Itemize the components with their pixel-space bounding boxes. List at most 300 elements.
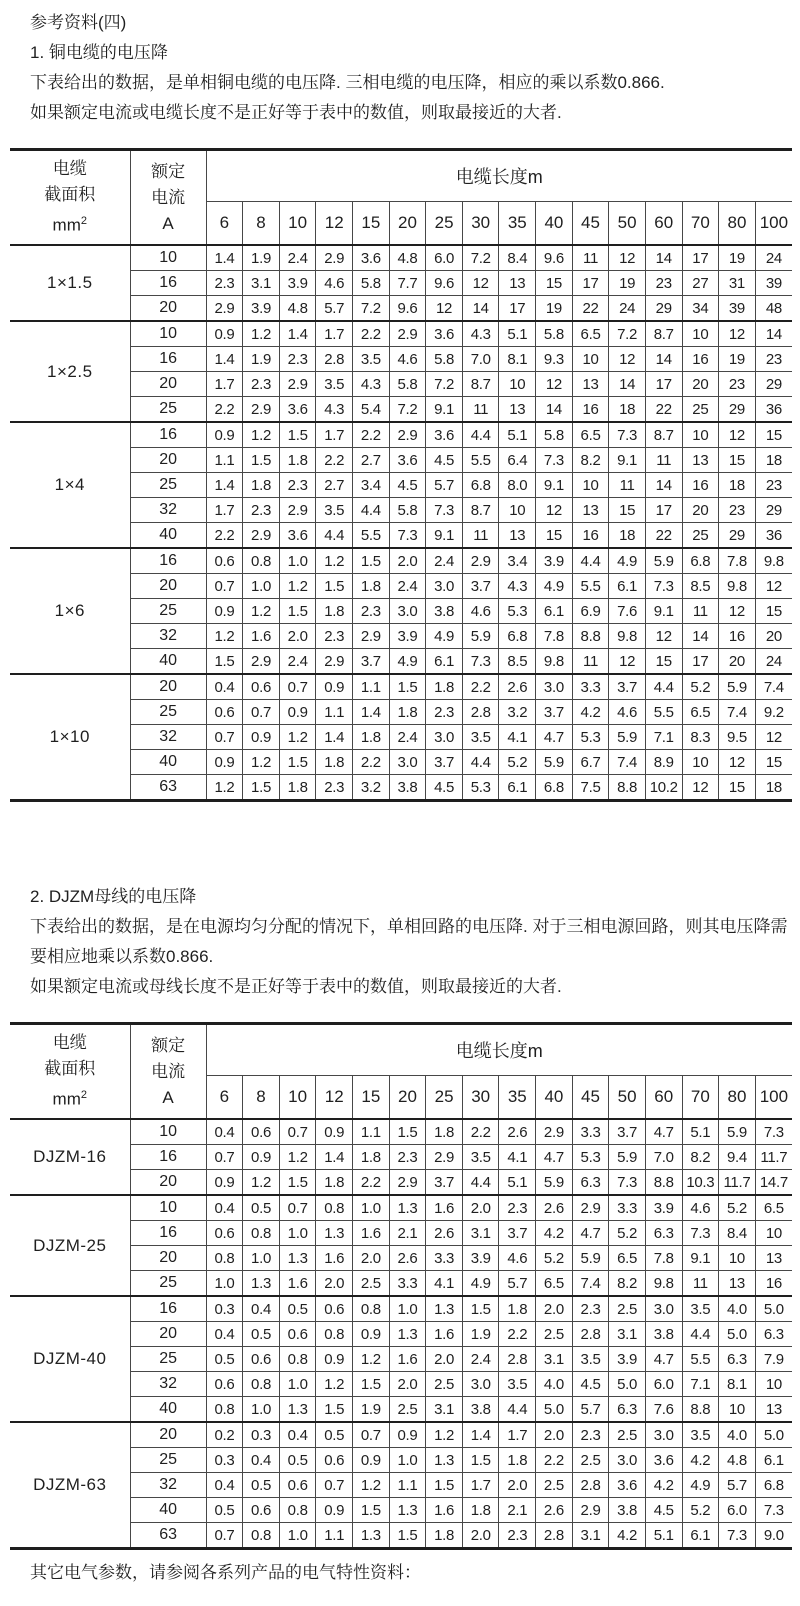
voltage-drop-cell: 5.0 bbox=[755, 1296, 792, 1322]
voltage-drop-cell: 1.2 bbox=[243, 750, 280, 775]
voltage-drop-cell: 10 bbox=[682, 750, 719, 775]
voltage-drop-cell: 2.4 bbox=[389, 574, 426, 599]
voltage-drop-cell: 1.5 bbox=[353, 548, 390, 574]
voltage-drop-cell: 2.9 bbox=[536, 1119, 573, 1145]
voltage-drop-cell: 3.5 bbox=[572, 1347, 609, 1372]
voltage-drop-cell: 2.4 bbox=[279, 649, 316, 675]
voltage-drop-cell: 2.5 bbox=[536, 1322, 573, 1347]
voltage-drop-cell: 1.0 bbox=[243, 574, 280, 599]
voltage-drop-cell: 2.8 bbox=[572, 1322, 609, 1347]
voltage-drop-cell: 3.5 bbox=[462, 725, 499, 750]
voltage-drop-cell: 2.9 bbox=[243, 523, 280, 549]
voltage-drop-cell: 2.6 bbox=[499, 1119, 536, 1145]
voltage-drop-cell: 0.6 bbox=[316, 1448, 353, 1473]
voltage-drop-cell: 9.4 bbox=[719, 1145, 756, 1170]
voltage-drop-cell: 11.7 bbox=[719, 1170, 756, 1196]
length-column-header: 60 bbox=[645, 202, 682, 246]
voltage-drop-cell: 3.1 bbox=[243, 271, 280, 296]
voltage-drop-cell: 0.7 bbox=[206, 1145, 243, 1170]
voltage-drop-cell: 4.5 bbox=[389, 473, 426, 498]
voltage-drop-cell: 5.1 bbox=[499, 321, 536, 347]
voltage-drop-cell: 1.3 bbox=[389, 1195, 426, 1221]
voltage-drop-cell: 29 bbox=[645, 296, 682, 322]
rated-current-cell: 20 bbox=[130, 296, 206, 322]
voltage-drop-cell: 2.0 bbox=[536, 1296, 573, 1322]
voltage-drop-cell: 0.7 bbox=[353, 1422, 390, 1448]
voltage-drop-cell: 0.8 bbox=[243, 548, 280, 574]
voltage-drop-cell: 9.3 bbox=[536, 347, 573, 372]
voltage-drop-cell: 16 bbox=[755, 1271, 792, 1297]
voltage-drop-cell: 3.3 bbox=[572, 1119, 609, 1145]
voltage-drop-cell: 3.6 bbox=[645, 1448, 682, 1473]
voltage-drop-cell: 9.0 bbox=[755, 1523, 792, 1549]
section1-paragraph-2: 如果额定电流或电缆长度不是正好等于表中的数值，则取最接近的大者. bbox=[30, 103, 562, 122]
voltage-drop-cell: 4.6 bbox=[316, 271, 353, 296]
voltage-drop-cell: 4.7 bbox=[572, 1221, 609, 1246]
voltage-drop-cell: 1.5 bbox=[279, 599, 316, 624]
voltage-drop-cell: 4.2 bbox=[572, 700, 609, 725]
voltage-drop-cell: 6.0 bbox=[719, 1498, 756, 1523]
voltage-drop-cell: 9.8 bbox=[645, 1271, 682, 1297]
voltage-drop-cell: 5.9 bbox=[645, 548, 682, 574]
voltage-drop-cell: 9.1 bbox=[536, 473, 573, 498]
voltage-drop-cell: 12 bbox=[609, 245, 646, 271]
voltage-drop-cell: 1.7 bbox=[316, 321, 353, 347]
voltage-drop-cell: 0.5 bbox=[206, 1498, 243, 1523]
voltage-drop-cell: 4.5 bbox=[572, 1372, 609, 1397]
voltage-drop-cell: 8.8 bbox=[682, 1397, 719, 1423]
voltage-drop-cell: 2.4 bbox=[389, 725, 426, 750]
voltage-drop-cell: 2.5 bbox=[353, 1271, 390, 1297]
voltage-drop-cell: 1.8 bbox=[353, 1145, 390, 1170]
voltage-drop-cell: 4.2 bbox=[682, 1448, 719, 1473]
voltage-drop-cell: 4.7 bbox=[645, 1347, 682, 1372]
voltage-drop-cell: 8.4 bbox=[499, 245, 536, 271]
length-column-header: 30 bbox=[462, 202, 499, 246]
voltage-drop-cell: 5.1 bbox=[499, 1170, 536, 1196]
voltage-drop-cell: 8.5 bbox=[682, 574, 719, 599]
voltage-drop-cell: 1.7 bbox=[499, 1422, 536, 1448]
rated-current-cell: 16 bbox=[130, 1296, 206, 1322]
voltage-drop-cell: 5.8 bbox=[389, 498, 426, 523]
voltage-drop-cell: 1.7 bbox=[462, 1473, 499, 1498]
voltage-drop-cell: 0.5 bbox=[243, 1473, 280, 1498]
voltage-drop-cell: 2.3 bbox=[206, 271, 243, 296]
voltage-drop-cell: 7.3 bbox=[755, 1498, 792, 1523]
voltage-drop-cell: 4.8 bbox=[389, 245, 426, 271]
voltage-drop-cell: 7.2 bbox=[609, 321, 646, 347]
voltage-drop-cell: 9.1 bbox=[682, 1246, 719, 1271]
voltage-drop-cell: 9.8 bbox=[609, 624, 646, 649]
voltage-drop-cell: 0.4 bbox=[206, 674, 243, 700]
cross-section-label: 1×1.5 bbox=[10, 245, 130, 321]
voltage-drop-cell: 17 bbox=[682, 245, 719, 271]
voltage-drop-cell: 4.4 bbox=[499, 1397, 536, 1423]
voltage-drop-cell: 13 bbox=[572, 498, 609, 523]
voltage-drop-cell: 1.2 bbox=[243, 1170, 280, 1196]
voltage-drop-cell: 4.3 bbox=[499, 574, 536, 599]
voltage-drop-cell: 1.6 bbox=[279, 1271, 316, 1297]
voltage-drop-cell: 1.3 bbox=[353, 1523, 390, 1549]
table-row bbox=[10, 1195, 792, 1221]
voltage-drop-cell: 4.7 bbox=[536, 725, 573, 750]
voltage-drop-cell: 2.5 bbox=[609, 1422, 646, 1448]
voltage-drop-cell: 5.0 bbox=[755, 1422, 792, 1448]
voltage-drop-cell: 2.2 bbox=[536, 1448, 573, 1473]
voltage-drop-cell: 9.6 bbox=[536, 245, 573, 271]
voltage-drop-cell: 15 bbox=[645, 649, 682, 675]
length-column-header: 60 bbox=[645, 1076, 682, 1120]
voltage-drop-cell: 0.9 bbox=[206, 321, 243, 347]
voltage-drop-cell: 3.9 bbox=[279, 271, 316, 296]
voltage-drop-cell: 1.8 bbox=[279, 448, 316, 473]
voltage-drop-cell: 0.9 bbox=[316, 1347, 353, 1372]
voltage-drop-cell: 2.9 bbox=[389, 321, 426, 347]
table-header-row bbox=[10, 150, 792, 202]
voltage-drop-cell: 0.9 bbox=[316, 1498, 353, 1523]
voltage-drop-cell: 5.5 bbox=[462, 448, 499, 473]
voltage-drop-cell: 36 bbox=[755, 523, 792, 549]
voltage-drop-cell: 1.6 bbox=[389, 1347, 426, 1372]
voltage-drop-cell: 7.1 bbox=[682, 1372, 719, 1397]
voltage-drop-cell: 3.8 bbox=[426, 599, 463, 624]
voltage-drop-cell: 2.9 bbox=[243, 397, 280, 423]
djzm-busbar-voltage-drop-table bbox=[10, 1022, 792, 1550]
voltage-drop-cell: 1.3 bbox=[243, 1271, 280, 1297]
voltage-drop-cell: 12 bbox=[755, 574, 792, 599]
voltage-drop-cell: 7.3 bbox=[609, 1170, 646, 1196]
rated-current-cell: 25 bbox=[130, 700, 206, 725]
voltage-drop-cell: 11 bbox=[609, 473, 646, 498]
voltage-drop-cell: 2.4 bbox=[426, 548, 463, 574]
voltage-drop-cell: 16 bbox=[572, 523, 609, 549]
voltage-drop-cell: 34 bbox=[682, 296, 719, 322]
voltage-drop-cell: 6.1 bbox=[499, 775, 536, 801]
voltage-drop-cell: 5.9 bbox=[609, 1145, 646, 1170]
voltage-drop-cell: 15 bbox=[755, 422, 792, 448]
voltage-drop-cell: 10 bbox=[499, 498, 536, 523]
voltage-drop-cell: 9.8 bbox=[755, 548, 792, 574]
voltage-drop-cell: 3.4 bbox=[499, 548, 536, 574]
voltage-drop-cell: 14 bbox=[645, 245, 682, 271]
voltage-drop-cell: 7.4 bbox=[609, 750, 646, 775]
voltage-drop-cell: 7.3 bbox=[609, 422, 646, 448]
voltage-drop-cell: 11 bbox=[682, 1271, 719, 1297]
voltage-drop-cell: 1.9 bbox=[462, 1322, 499, 1347]
voltage-drop-cell: 0.8 bbox=[279, 1498, 316, 1523]
voltage-drop-cell: 0.7 bbox=[279, 1195, 316, 1221]
voltage-drop-cell: 4.6 bbox=[499, 1246, 536, 1271]
cross-section-label: 1×4 bbox=[10, 422, 130, 548]
voltage-drop-cell: 12 bbox=[462, 271, 499, 296]
voltage-drop-cell: 0.6 bbox=[243, 674, 280, 700]
voltage-drop-cell: 3.1 bbox=[536, 1347, 573, 1372]
voltage-drop-cell: 9.6 bbox=[389, 296, 426, 322]
length-column-header: 8 bbox=[243, 202, 280, 246]
voltage-drop-cell: 1.9 bbox=[243, 347, 280, 372]
voltage-drop-cell: 2.1 bbox=[499, 1498, 536, 1523]
voltage-drop-cell: 2.9 bbox=[243, 649, 280, 675]
rated-current-cell: 32 bbox=[130, 1372, 206, 1397]
voltage-drop-cell: 2.7 bbox=[353, 448, 390, 473]
voltage-drop-cell: 29 bbox=[755, 372, 792, 397]
voltage-drop-cell: 1.3 bbox=[279, 1246, 316, 1271]
voltage-drop-cell: 3.6 bbox=[426, 422, 463, 448]
voltage-drop-cell: 5.7 bbox=[572, 1397, 609, 1423]
voltage-drop-cell: 0.8 bbox=[243, 1221, 280, 1246]
voltage-drop-cell: 0.9 bbox=[243, 1145, 280, 1170]
rated-current-cell: 40 bbox=[130, 649, 206, 675]
voltage-drop-cell: 5.2 bbox=[536, 1246, 573, 1271]
voltage-drop-cell: 11 bbox=[682, 599, 719, 624]
length-column-header: 80 bbox=[719, 1076, 756, 1120]
length-column-header: 100 bbox=[755, 1076, 792, 1120]
voltage-drop-cell: 1.5 bbox=[316, 1397, 353, 1423]
voltage-drop-cell: 7.2 bbox=[389, 397, 426, 423]
voltage-drop-cell: 1.5 bbox=[426, 1473, 463, 1498]
voltage-drop-cell: 1.9 bbox=[353, 1397, 390, 1423]
voltage-drop-cell: 3.9 bbox=[462, 1246, 499, 1271]
voltage-drop-cell: 5.1 bbox=[645, 1523, 682, 1549]
voltage-drop-cell: 16 bbox=[572, 397, 609, 423]
voltage-drop-cell: 4.2 bbox=[536, 1221, 573, 1246]
voltage-drop-cell: 7.3 bbox=[719, 1523, 756, 1549]
voltage-drop-cell: 1.1 bbox=[353, 1119, 390, 1145]
voltage-drop-cell: 31 bbox=[719, 271, 756, 296]
voltage-drop-cell: 8.8 bbox=[572, 624, 609, 649]
voltage-drop-cell: 1.0 bbox=[279, 1523, 316, 1549]
section1-paragraph-1: 下表给出的数据，是单相铜电缆的电压降. 三相电缆的电压降，相应的乘以系数0.866. bbox=[30, 73, 665, 92]
voltage-drop-cell: 7.6 bbox=[645, 1397, 682, 1423]
voltage-drop-cell: 17 bbox=[645, 498, 682, 523]
voltage-drop-cell: 2.9 bbox=[279, 498, 316, 523]
voltage-drop-cell: 4.4 bbox=[353, 498, 390, 523]
voltage-drop-cell: 3.3 bbox=[572, 674, 609, 700]
voltage-drop-cell: 4.9 bbox=[609, 548, 646, 574]
voltage-drop-cell: 14 bbox=[462, 296, 499, 322]
voltage-drop-cell: 10 bbox=[499, 372, 536, 397]
voltage-drop-cell: 0.4 bbox=[243, 1448, 280, 1473]
length-column-header: 40 bbox=[536, 1076, 573, 1120]
table-row bbox=[10, 548, 792, 574]
voltage-drop-cell: 2.3 bbox=[572, 1422, 609, 1448]
voltage-drop-cell: 3.9 bbox=[243, 296, 280, 322]
voltage-drop-cell: 19 bbox=[719, 347, 756, 372]
voltage-drop-cell: 1.5 bbox=[389, 1523, 426, 1549]
voltage-drop-cell: 2.2 bbox=[462, 1119, 499, 1145]
voltage-drop-cell: 1.2 bbox=[206, 624, 243, 649]
length-column-header: 25 bbox=[426, 202, 463, 246]
voltage-drop-cell: 12 bbox=[755, 725, 792, 750]
col-header-cross-section: 电缆 截面积 $mm^2$ bbox=[10, 1024, 130, 1120]
voltage-drop-cell: 4.3 bbox=[316, 397, 353, 423]
rated-current-cell: 16 bbox=[130, 347, 206, 372]
voltage-drop-cell: 6.4 bbox=[499, 448, 536, 473]
voltage-drop-cell: 3.7 bbox=[536, 700, 573, 725]
voltage-drop-cell: 4.2 bbox=[645, 1473, 682, 1498]
voltage-drop-cell: 4.9 bbox=[426, 624, 463, 649]
voltage-drop-cell: 2.5 bbox=[389, 1397, 426, 1423]
voltage-drop-cell: 0.7 bbox=[279, 674, 316, 700]
section1-heading: 1. 铜电缆的电压降 bbox=[30, 43, 168, 62]
voltage-drop-cell: 2.6 bbox=[536, 1195, 573, 1221]
voltage-drop-cell: 1.6 bbox=[316, 1246, 353, 1271]
voltage-drop-cell: 18 bbox=[755, 448, 792, 473]
voltage-drop-cell: 2.0 bbox=[389, 548, 426, 574]
voltage-drop-cell: 5.2 bbox=[499, 750, 536, 775]
voltage-drop-cell: 1.2 bbox=[243, 599, 280, 624]
table-row bbox=[10, 321, 792, 347]
voltage-drop-cell: 3.5 bbox=[682, 1296, 719, 1322]
voltage-drop-cell: 1.4 bbox=[206, 245, 243, 271]
voltage-drop-cell: 8.7 bbox=[645, 422, 682, 448]
voltage-drop-cell: 1.8 bbox=[243, 473, 280, 498]
voltage-drop-cell: 4.6 bbox=[682, 1195, 719, 1221]
voltage-drop-cell: 4.1 bbox=[499, 1145, 536, 1170]
voltage-drop-cell: 7.3 bbox=[536, 448, 573, 473]
length-column-header: 50 bbox=[609, 1076, 646, 1120]
voltage-drop-cell: 4.3 bbox=[353, 372, 390, 397]
rated-current-cell: 20 bbox=[130, 372, 206, 397]
voltage-drop-cell: 15 bbox=[719, 775, 756, 801]
voltage-drop-cell: 1.8 bbox=[389, 700, 426, 725]
voltage-drop-cell: 10.2 bbox=[645, 775, 682, 801]
voltage-drop-cell: 27 bbox=[682, 271, 719, 296]
length-column-header: 25 bbox=[426, 1076, 463, 1120]
voltage-drop-cell: 8.1 bbox=[719, 1372, 756, 1397]
voltage-drop-cell: 5.3 bbox=[462, 775, 499, 801]
voltage-drop-cell: 16 bbox=[719, 624, 756, 649]
voltage-drop-cell: 6.3 bbox=[645, 1221, 682, 1246]
voltage-drop-cell: 8.8 bbox=[645, 1170, 682, 1196]
col-header-rated-current: 额定 电流 A bbox=[130, 150, 206, 246]
rated-current-cell: 25 bbox=[130, 1347, 206, 1372]
voltage-drop-cell: 9.6 bbox=[426, 271, 463, 296]
voltage-drop-cell: 1.5 bbox=[243, 448, 280, 473]
voltage-drop-cell: 11 bbox=[462, 523, 499, 549]
voltage-drop-cell: 6.1 bbox=[536, 599, 573, 624]
voltage-drop-cell: 6.7 bbox=[572, 750, 609, 775]
voltage-drop-cell: 20 bbox=[682, 498, 719, 523]
voltage-drop-cell: 6.3 bbox=[572, 1170, 609, 1196]
voltage-drop-cell: 1.5 bbox=[353, 1498, 390, 1523]
voltage-drop-cell: 1.7 bbox=[206, 372, 243, 397]
length-column-header: 50 bbox=[609, 202, 646, 246]
voltage-drop-cell: 1.8 bbox=[499, 1296, 536, 1322]
voltage-drop-cell: 4.9 bbox=[682, 1473, 719, 1498]
voltage-drop-cell: 2.6 bbox=[536, 1498, 573, 1523]
length-column-header: 45 bbox=[572, 1076, 609, 1120]
voltage-drop-cell: 11 bbox=[572, 649, 609, 675]
voltage-drop-cell: 5.2 bbox=[682, 1498, 719, 1523]
voltage-drop-cell: 4.0 bbox=[536, 1372, 573, 1397]
voltage-drop-cell: 1.2 bbox=[206, 775, 243, 801]
voltage-drop-cell: 1.8 bbox=[499, 1448, 536, 1473]
voltage-drop-cell: 0.4 bbox=[206, 1195, 243, 1221]
voltage-drop-cell: 5.9 bbox=[536, 1170, 573, 1196]
rated-current-cell: 10 bbox=[130, 1119, 206, 1145]
section2-paragraph-1: 下表给出的数据，是在电源均匀分配的情况下，单相回路的电压降. 对于三相电源回路，则其电压降需要相应地乘以系数0.866. bbox=[30, 917, 788, 966]
voltage-drop-cell: 1.3 bbox=[426, 1296, 463, 1322]
voltage-drop-cell: 0.6 bbox=[206, 1372, 243, 1397]
voltage-drop-cell: 0.7 bbox=[206, 1523, 243, 1549]
voltage-drop-cell: 0.8 bbox=[206, 1246, 243, 1271]
voltage-drop-cell: 3.7 bbox=[609, 1119, 646, 1145]
voltage-drop-cell: 18 bbox=[609, 523, 646, 549]
voltage-drop-cell: 2.3 bbox=[353, 599, 390, 624]
voltage-drop-cell: 1.2 bbox=[316, 1372, 353, 1397]
voltage-drop-cell: 0.6 bbox=[243, 1498, 280, 1523]
voltage-drop-cell: 2.5 bbox=[536, 1473, 573, 1498]
voltage-drop-cell: 3.5 bbox=[353, 347, 390, 372]
voltage-drop-cell: 1.6 bbox=[426, 1322, 463, 1347]
voltage-drop-cell: 4.4 bbox=[462, 422, 499, 448]
length-column-header: 45 bbox=[572, 202, 609, 246]
voltage-drop-cell: 1.9 bbox=[243, 245, 280, 271]
voltage-drop-cell: 13 bbox=[755, 1397, 792, 1423]
voltage-drop-cell: 5.5 bbox=[645, 700, 682, 725]
voltage-drop-cell: 4.9 bbox=[536, 574, 573, 599]
voltage-drop-cell: 1.4 bbox=[353, 700, 390, 725]
voltage-drop-cell: 36 bbox=[755, 397, 792, 423]
voltage-drop-cell: 4.0 bbox=[719, 1296, 756, 1322]
rated-current-cell: 40 bbox=[130, 750, 206, 775]
voltage-drop-cell: 1.5 bbox=[389, 1119, 426, 1145]
voltage-drop-cell: 0.9 bbox=[279, 700, 316, 725]
voltage-drop-cell: 3.5 bbox=[316, 498, 353, 523]
voltage-drop-cell: 2.5 bbox=[609, 1296, 646, 1322]
voltage-drop-cell: 9.2 bbox=[755, 700, 792, 725]
voltage-drop-cell: 5.1 bbox=[682, 1119, 719, 1145]
voltage-drop-cell: 2.6 bbox=[426, 1221, 463, 1246]
voltage-drop-cell: 5.0 bbox=[536, 1397, 573, 1423]
voltage-drop-cell: 12 bbox=[719, 599, 756, 624]
voltage-drop-cell: 19 bbox=[719, 245, 756, 271]
rated-current-cell: 20 bbox=[130, 574, 206, 599]
voltage-drop-cell: 5.8 bbox=[353, 271, 390, 296]
voltage-drop-cell: 2.0 bbox=[462, 1523, 499, 1549]
voltage-drop-cell: 7.3 bbox=[645, 574, 682, 599]
voltage-drop-cell: 9.8 bbox=[536, 649, 573, 675]
voltage-drop-cell: 8.2 bbox=[609, 1271, 646, 1297]
voltage-drop-cell: 3.7 bbox=[499, 1221, 536, 1246]
rated-current-cell: 20 bbox=[130, 1422, 206, 1448]
voltage-drop-cell: 7.0 bbox=[645, 1145, 682, 1170]
voltage-drop-cell: 10 bbox=[682, 321, 719, 347]
voltage-drop-cell: 0.9 bbox=[316, 1119, 353, 1145]
voltage-drop-cell: 3.5 bbox=[316, 372, 353, 397]
voltage-drop-cell: 6.1 bbox=[426, 649, 463, 675]
voltage-drop-cell: 5.9 bbox=[572, 1246, 609, 1271]
voltage-drop-cell: 3.7 bbox=[462, 574, 499, 599]
voltage-drop-cell: 2.9 bbox=[389, 422, 426, 448]
voltage-drop-cell: 8.7 bbox=[462, 498, 499, 523]
voltage-drop-cell: 2.1 bbox=[389, 1221, 426, 1246]
voltage-drop-cell: 1.3 bbox=[426, 1448, 463, 1473]
length-column-header: 20 bbox=[389, 1076, 426, 1120]
voltage-drop-cell: 1.0 bbox=[243, 1397, 280, 1423]
voltage-drop-cell: 3.3 bbox=[426, 1246, 463, 1271]
voltage-drop-cell: 1.2 bbox=[243, 422, 280, 448]
voltage-drop-cell: 2.3 bbox=[316, 624, 353, 649]
voltage-drop-cell: 6.8 bbox=[536, 775, 573, 801]
voltage-drop-cell: 2.5 bbox=[426, 1372, 463, 1397]
voltage-drop-cell: 11 bbox=[645, 448, 682, 473]
voltage-drop-cell: 5.7 bbox=[316, 296, 353, 322]
voltage-drop-cell: 23 bbox=[645, 271, 682, 296]
voltage-drop-cell: 7.4 bbox=[572, 1271, 609, 1297]
voltage-drop-cell: 5.7 bbox=[499, 1271, 536, 1297]
